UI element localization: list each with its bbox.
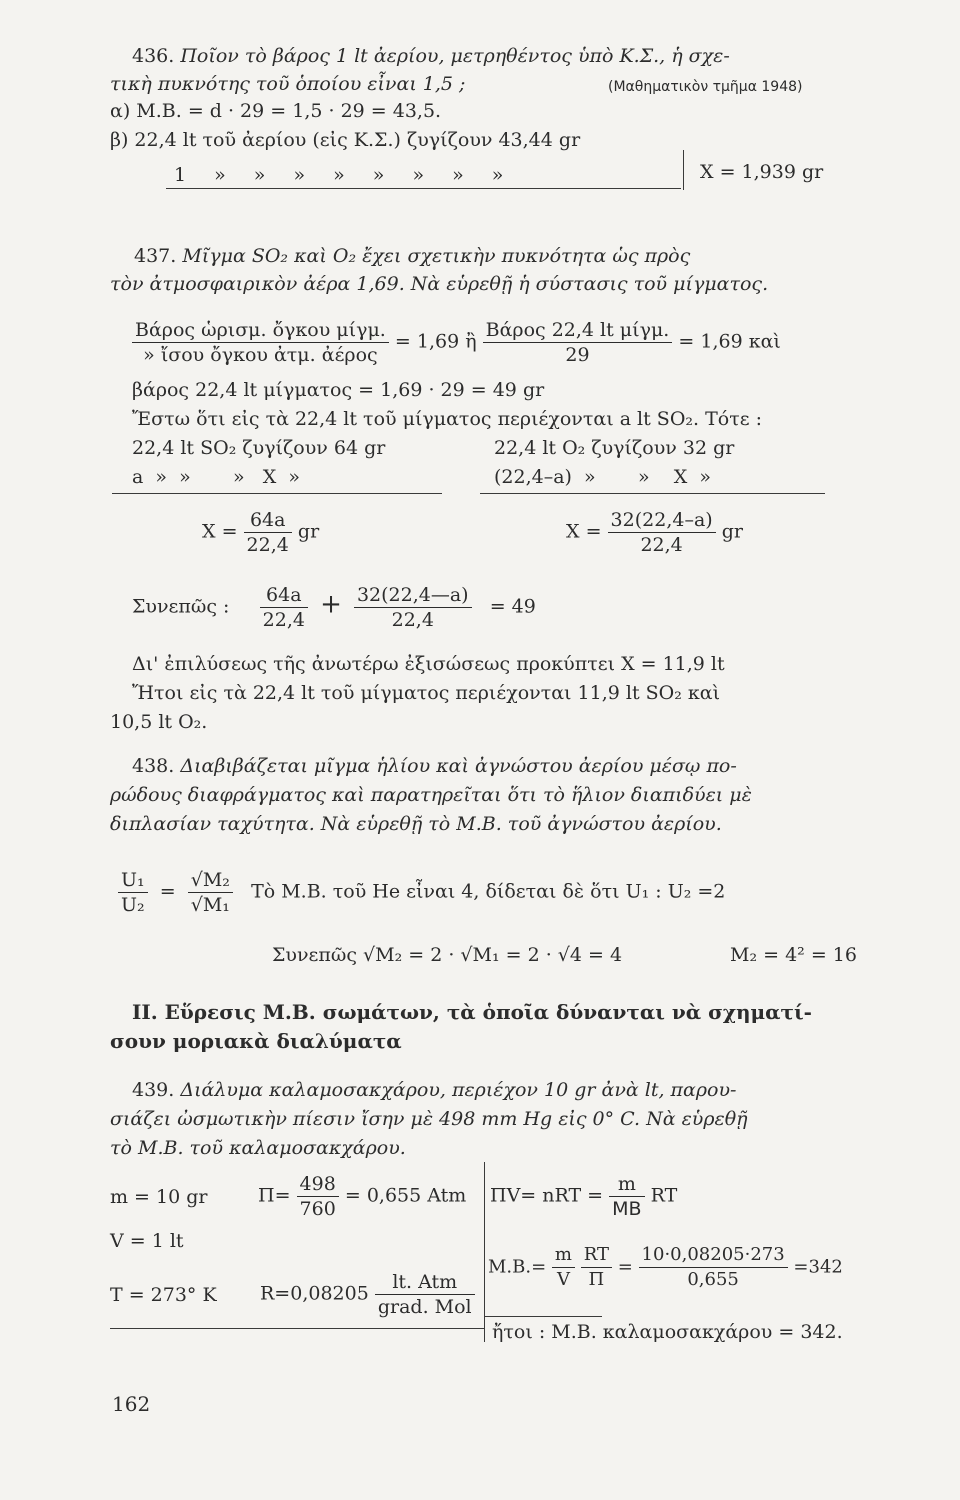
ratio-equation: $\frac{\text{Βάρος ὡρισμ. ὄγκου μίγμ.}}{\text{» ἴσου ὄγκου ἀτμ. ἀέρος}}$ = 1,69 ἢ $\frac{\text{Βάρος 22,4 lt μίγμ.}}{29}$ = 1,69 καὶ bbox=[132, 318, 781, 367]
problem-number: 436. bbox=[132, 45, 175, 67]
question-text: σιάζει ὠσμωτικὴν πίεσιν ἴσην μὲ 498 mm Hg εἰς 0° C. Νὰ εὑρεθῇ bbox=[110, 1108, 748, 1130]
x-o2-equation: X = $\frac{32(22,4-a)}{22,4}$ gr bbox=[566, 509, 743, 556]
fraction: $\frac{m}{MB}$ bbox=[609, 1172, 644, 1221]
brace-rule bbox=[683, 150, 684, 190]
underline-rule bbox=[110, 1328, 484, 1329]
o2-row1: 22,4 lt O₂ ζυγίζουν 32 gr bbox=[494, 437, 735, 459]
fraction: $\frac{m}{V}$ bbox=[552, 1243, 575, 1292]
fraction: $\frac{\text{Βάρος 22,4 lt μίγμ.}}{29}$ bbox=[483, 318, 673, 367]
question-text: τὸ Μ.Β. τοῦ καλαμοσακχάρου. bbox=[110, 1137, 406, 1159]
section-heading: ΙΙ. Εὕρεσις Μ.Β. σωμάτων, τὰ ὁποῖα δύνανται νὰ σχηματί- bbox=[132, 1000, 812, 1024]
x-so2-equation: X = $\frac{64a}{22,4}$ gr bbox=[202, 509, 320, 556]
question-text: τὸν ἀτμοσφαιρικὸν ἀέρα 1,69. Νὰ εὑρεθῇ ἡ σύστασις τοῦ μίγματος. bbox=[110, 273, 769, 295]
answer-b-result: X = 1,939 gr bbox=[700, 161, 824, 183]
problem-438-question bbox=[132, 754, 737, 778]
given-pressure: Π= $\frac{498}{760}$ = 0,655 Atm bbox=[258, 1173, 467, 1220]
weight-line: βάρος 22,4 lt μίγματος = 1,69 · 29 = 49 gr bbox=[132, 379, 545, 401]
underline-rule bbox=[480, 493, 825, 494]
fraction: $\frac{32(22,4—a)}{22,4}$ bbox=[354, 583, 472, 632]
fraction: $\frac{10\cdot 0,08205\cdot 273}{0,655}$ bbox=[639, 1243, 788, 1292]
problem-437-question bbox=[134, 244, 690, 268]
question-text: Μῖγμα SO₂ καὶ O₂ ἔχει σχετικὴν πυκνότητα ὡς πρὸς bbox=[182, 245, 691, 267]
given-t: T = 273° K bbox=[110, 1284, 217, 1306]
problem-number: 439. bbox=[132, 1079, 175, 1101]
problem-436-question bbox=[132, 44, 730, 68]
question-text: Ποῖον τὸ βάρος 1 lt ἀερίου, μετρηθέντος ὑπὸ Κ.Σ., ἡ σχε- bbox=[180, 45, 730, 67]
answer-a: α) Μ.Β. = d · 29 = 1,5 · 29 = 43,5. bbox=[110, 100, 442, 122]
question-text: ρώδους διαφράγματος καὶ παρατηρεῖται ὅτι τὸ ἥλιον διαπιδύει μὲ bbox=[110, 784, 752, 806]
o2-row2: (22,4–a) » » X » bbox=[494, 466, 711, 488]
problem-439-question bbox=[132, 1078, 736, 1102]
problem-number: 437. bbox=[134, 245, 177, 267]
so2-row1: 22,4 lt SO₂ ζυγίζουν 64 gr bbox=[132, 437, 386, 459]
fraction: $\frac{64a}{22,4}$ bbox=[244, 508, 292, 557]
underline-rule bbox=[112, 493, 442, 494]
assumption-line: Ἔστω ὅτι εἰς τὰ 22,4 lt τοῦ μίγματος περιέχονται a lt SO₂. Τότε : bbox=[132, 408, 763, 430]
graham-law-equation: $\frac{\text{U₁}}{\text{U₂}}$ = $\frac{\text{√M₂}}{\text{√M₁}}$ Τὸ Μ.Β. τοῦ He εἶναι 4, δίδεται δὲ ὅτι U₁ : U₂ =2 bbox=[118, 868, 725, 917]
answer-b-line2: 1 » » » » » » » » bbox=[174, 164, 504, 186]
fraction: $\frac{\text{Βάρος ὡρισμ. ὄγκου μίγμ.}}{\text{» ἴσου ὄγκου ἀτμ. ἀέρος}}$ bbox=[132, 318, 389, 367]
page-number: 162 bbox=[112, 1392, 151, 1416]
sum-equation: Συνεπῶς : $\frac{64a}{22,4}$ + $\frac{32(22,4—a)}{22,4}$ = 49 bbox=[132, 584, 536, 631]
solution-line: 10,5 lt O₂. bbox=[110, 711, 208, 733]
question-text: τικὴ πυκνότης τοῦ ὁποίου εἶναι 1,5 ; bbox=[110, 73, 466, 95]
ideal-gas-equation: ΠV= nRT = $\frac{m}{MB}$ RT bbox=[490, 1173, 678, 1220]
column-divider bbox=[484, 1162, 485, 1342]
problem-number: 438. bbox=[132, 755, 175, 777]
final-answer: ἤτοι : Μ.Β. καλαμοσακχάρου = 342. bbox=[492, 1321, 843, 1343]
given-v: V = 1 lt bbox=[110, 1230, 184, 1252]
result-line: Συνεπῶς √M₂ = 2 · √M₁ = 2 · √4 = 4 bbox=[272, 944, 623, 966]
underline-rule bbox=[166, 188, 681, 189]
section-heading: σουν μοριακὰ διαλύματα bbox=[110, 1029, 402, 1053]
fraction: $\frac{\text{√M₂}}{\text{√M₁}}$ bbox=[188, 868, 233, 917]
fraction: $\frac{\text{lt. Atm}}{\text{grad. Mol}}$ bbox=[375, 1270, 475, 1319]
solution-line: Ἤτοι εἰς τὰ 22,4 lt τοῦ μίγματος περιέχονται 11,9 lt SO₂ καὶ bbox=[132, 682, 721, 704]
underline-rule bbox=[484, 1316, 602, 1317]
fraction: $\frac{\text{U₁}}{\text{U₂}}$ bbox=[118, 868, 148, 917]
answer-b-line1: β) 22,4 lt τοῦ ἀερίου (εἰς Κ.Σ.) ζυγίζουν 43,44 gr bbox=[110, 129, 581, 151]
molecular-weight-equation: M.B.= $\frac{m}{V}$ $\frac{RT}{\Pi}$ = $\frac{10\cdot 0,08205\cdot 273}{0,655}$ =342 bbox=[488, 1244, 843, 1290]
question-text: Διαβιβάζεται μῖγμα ἡλίου καὶ ἀγνώστου ἀερίου μέσῳ πο- bbox=[180, 755, 737, 777]
fraction: $\frac{64a}{22,4}$ bbox=[260, 583, 308, 632]
fraction: $\frac{498}{760}$ bbox=[297, 1172, 339, 1221]
exam-source: (Μαθηματικὸν τμῆμα 1948) bbox=[608, 79, 803, 95]
fraction: $\frac{32(22,4-a)}{22,4}$ bbox=[608, 508, 716, 557]
fraction: $\frac{RT}{\Pi}$ bbox=[581, 1243, 612, 1292]
given-m: m = 10 gr bbox=[110, 1186, 208, 1208]
given-r: R=0,08205 $\frac{\text{lt. Atm}}{\text{grad. Mol}}$ bbox=[260, 1270, 475, 1319]
so2-row2: a » » » X » bbox=[132, 466, 300, 488]
result-line: M₂ = 4² = 16 bbox=[730, 944, 857, 966]
solution-line: Δι' ἐπιλύσεως τῆς ἀνωτέρω ἐξισώσεως προκύπτει X = 11,9 lt bbox=[132, 653, 725, 675]
question-text: Διάλυμα καλαμοσακχάρου, περιέχον 10 gr ἀνὰ lt, παρου- bbox=[180, 1079, 737, 1101]
question-text: διπλασίαν ταχύτητα. Νὰ εὑρεθῇ τὸ Μ.Β. τοῦ ἀγνώστου ἀερίου. bbox=[110, 813, 722, 835]
